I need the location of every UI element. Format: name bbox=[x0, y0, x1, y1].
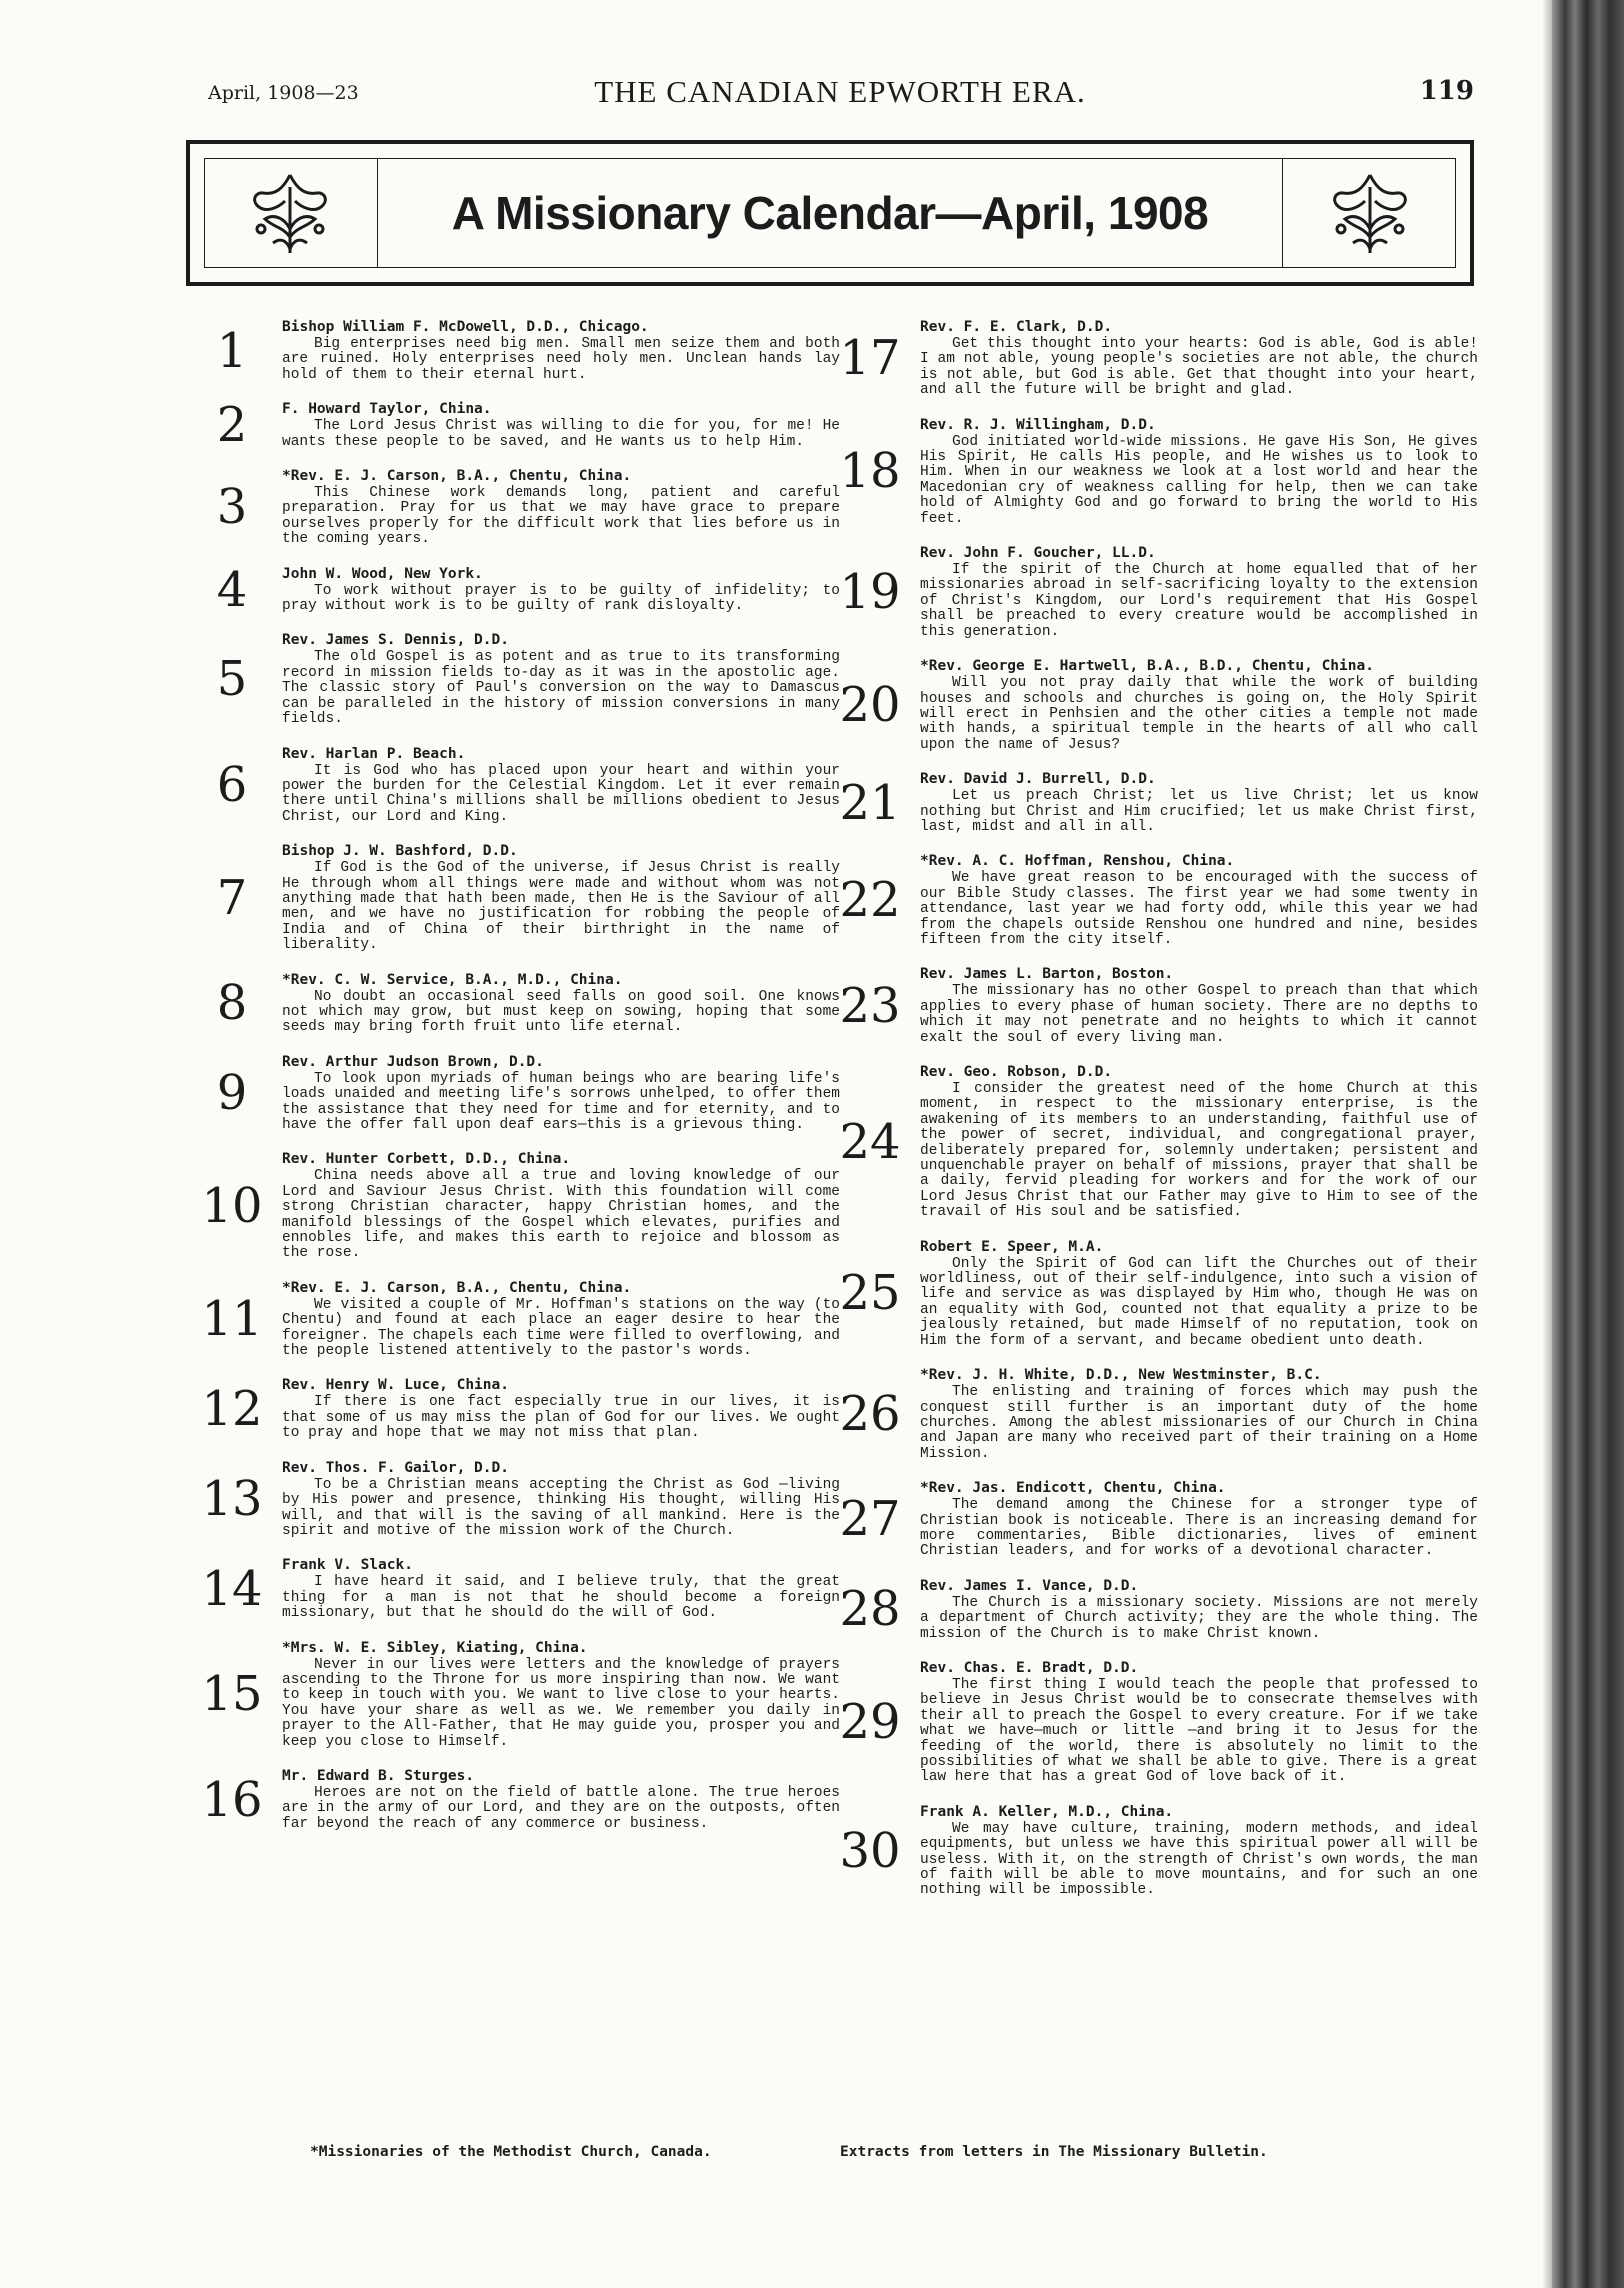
entry-quote: Heroes are not on the field of battle alone. The true heroes are in the army of our Lord, and they are on the outposts, often far beyond the reach of any commerce or business. bbox=[282, 1784, 840, 1832]
day-number: 26 bbox=[839, 1386, 901, 1443]
calendar-entry bbox=[200, 631, 840, 727]
entry-quote: The demand among the Chinese for a stronger type of Christian book is noticeable. There is an increasing demand for more commentaries, Bible dictionaries, lives of eminent Christian leaders, and for works of a devotional character. bbox=[920, 1497, 1478, 1560]
entry-quote: I have heard it said, and I believe truly, that the great thing for a man is not that he should become a foreign missionary, but that he should do the will of God. bbox=[282, 1574, 840, 1622]
calendar-entry bbox=[200, 1279, 840, 1360]
entry-author: *Mrs. W. E. Sibley, Kiating, China. bbox=[282, 1639, 588, 1656]
entry-author: F. Howard Taylor, China. bbox=[282, 401, 492, 418]
day-number: 6 bbox=[216, 756, 248, 813]
calendar-entry bbox=[200, 1639, 840, 1750]
day-number: 10 bbox=[201, 1178, 263, 1235]
day-number: 14 bbox=[201, 1560, 263, 1617]
entry-author: Rev. Hunter Corbett, D.D., China. bbox=[282, 1151, 571, 1168]
calendar-entry bbox=[838, 657, 1478, 753]
entry-quote: Will you not pray daily that while the work of building houses and schools and churches is going on, the Holy Spirit will erect in Penhsien and the other cities a temple not made with hands, a spiritual temple in the hearts of all who call upon the name of Jesus? bbox=[920, 675, 1478, 753]
day-number: 11 bbox=[201, 1291, 263, 1348]
entry-quote: We visited a couple of Mr. Hoffman's stations on the way (to Chentu) and found at each place an eager desire to hear the foreigner. The chapels each time were filled to overflowing, and the people listened attentively to the pastor's words. bbox=[282, 1296, 840, 1360]
running-header bbox=[200, 74, 1480, 114]
calendar-entry bbox=[200, 318, 840, 383]
day-number: 29 bbox=[839, 1694, 901, 1751]
entry-quote: We may have culture, training, modern methods, and ideal equipments, but unless we have this spiritual power all will be useless. With it, on the strength of Christ's own words, the man of faith will be able to move mountains, and for such an one nothing will be impossible. bbox=[920, 1820, 1478, 1899]
entry-author: Rev. James I. Vance, D.D. bbox=[920, 1577, 1139, 1594]
entry-quote: Get this thought into your hearts: God is able, God is able! I am not able, young people's societies are not able, the church is not able, but God is able. Get that thought into your heart, and all the future will be bright and glad. bbox=[920, 336, 1478, 399]
issue-date: April, 1908—23 bbox=[208, 82, 359, 104]
entry-quote: The first thing I would teach the people that professed to believe in Jesus Christ would be to consecrate themselves with their all to preach the Gospel to every creature. For if we take what we have—much or little —and bring it to Jesus for the feeding of the world, there is absolutely no limit to the possibilities of what we shall be able to give. There is a great law here that has a great God of love back of it. bbox=[920, 1676, 1478, 1786]
entry-quote: Let us preach Christ; let us live Christ; let us know nothing but Christ and Him crucified; let us make Christ first, last, midst and all in all. bbox=[920, 788, 1478, 835]
entry-author: Rev. James S. Dennis, D.D. bbox=[282, 632, 509, 649]
entry-author: *Rev. Jas. Endicott, Chentu, China. bbox=[920, 1480, 1226, 1497]
day-number: 8 bbox=[216, 975, 248, 1032]
entry-quote: I consider the greatest need of the home Church at this moment, in respect to the missionary enterprise, is the awakening of its members to an understanding, faithful use of the power of secret, individual, and congregational prayer, deliberately prepared for, solemnly undertaken; persistent and unquenchable prayer on behalf of missions, prayer that shall be a daily, fervid pleading for workers and for the work of our Lord Jesus Christ that our Father may give to Him to see of the travail of His soul and be satisfied. bbox=[920, 1081, 1478, 1221]
entry-quote: To look upon myriads of human beings who are bearing life's loads unaided and meeting life's sorrows unhelped, to offer them the assistance that they need for time and for eternity, and to have the offer fall upon deaf ears—this is a grievous thing. bbox=[282, 1070, 840, 1133]
day-number: 4 bbox=[216, 561, 248, 618]
day-number: 2 bbox=[216, 397, 248, 454]
calendar-entry bbox=[838, 1063, 1478, 1221]
entry-author: *Rev. E. J. Carson, B.A., Chentu, China. bbox=[282, 468, 632, 485]
calendar-entry bbox=[838, 1659, 1478, 1786]
entry-author: Rev. Geo. Robson, D.D. bbox=[920, 1064, 1113, 1080]
calendar-entry bbox=[200, 971, 840, 1036]
entry-quote: Only the Spirit of God can lift the Churches out of their worldliness, out of their self-indulgence, into such a vision of life and service as was displayed by Him who, though He was on an equality with God, counted not that equality a prize to be jealously retained, but made Himself of no reputation, took on Him the form of a servant, and became obedient unto death. bbox=[920, 1255, 1478, 1349]
day-number: 12 bbox=[201, 1381, 263, 1438]
entry-author: Rev. Arthur Judson Brown, D.D. bbox=[282, 1053, 544, 1070]
entry-quote: Big enterprises need big men. Small men seize them and both are ruined. Holy enterprises need holy men. Unclean hands lay hold of them to their eternal hurt. bbox=[282, 336, 840, 383]
day-number: 15 bbox=[201, 1666, 263, 1723]
title-banner bbox=[186, 140, 1474, 286]
day-number: 23 bbox=[839, 977, 901, 1034]
entry-quote: If the spirit of the Church at home equalled that of her missionaries abroad in self-sacrificing loyalty to the extension of Christ's Kingdom, our Lord's requirement that His Gospel shall be preached to every creature would be accomplished in this generation. bbox=[920, 562, 1478, 640]
entry-author: *Rev. C. W. Service, B.A., M.D., China. bbox=[282, 971, 623, 988]
entry-quote: If God is the God of the universe, if Jesus Christ is really He through whom all things were made and without whom was not anything made that hath been made, then He is the Saviour of all men, and we have no justification for robbing the people of India and of China of their birthright in the name of liberality. bbox=[282, 860, 840, 954]
calendar-entry bbox=[200, 561, 840, 618]
day-number: 28 bbox=[839, 1581, 901, 1638]
day-number: 25 bbox=[839, 1265, 901, 1322]
entry-author: Rev. Harlan P. Beach. bbox=[282, 745, 466, 762]
entry-author: *Rev. E. J. Carson, B.A., Chentu, China. bbox=[282, 1279, 632, 1296]
entry-author: *Rev. A. C. Hoffman, Renshou, China. bbox=[920, 853, 1235, 870]
calendar-entry bbox=[200, 397, 840, 454]
calendar-entry bbox=[838, 416, 1478, 527]
entry-quote: The old Gospel is as potent and as true to its transforming record in mission fields to-day as it was in the apostolic age. The classic story of Paul's conversion on the way to Damascus can be paralleled in the history of mission conversions in many fields. bbox=[282, 649, 840, 728]
entry-quote: This Chinese work demands long, patient and careful preparation. Pray for us that we may have grace to prepare ourselves properly for the difficult work that lies before us in the coming years. bbox=[282, 485, 840, 548]
entry-quote: No doubt an occasional seed falls on good soil. One knows not which may grow, but must keep on sowing, hoping that some seeds may bring forth fruit unto life eternal. bbox=[282, 988, 840, 1036]
calendar-entry bbox=[838, 852, 1478, 948]
calendar-entry bbox=[200, 1556, 840, 1621]
entry-author: Bishop William F. McDowell, D.D., Chicago. bbox=[282, 319, 649, 335]
day-number: 27 bbox=[839, 1491, 901, 1548]
calendar-entry bbox=[200, 1053, 840, 1134]
calendar-column-left bbox=[200, 318, 840, 1849]
ornament-left-icon bbox=[245, 167, 335, 261]
calendar-entry bbox=[838, 770, 1478, 835]
calendar-entry bbox=[838, 1479, 1478, 1560]
entry-author: Rev. Thos. F. Gailor, D.D. bbox=[282, 1459, 509, 1476]
calendar-entry bbox=[200, 1376, 840, 1441]
day-number: 7 bbox=[216, 869, 248, 926]
day-number: 16 bbox=[201, 1771, 263, 1828]
entry-author: John W. Wood, New York. bbox=[282, 565, 483, 582]
calendar-column-right bbox=[838, 318, 1478, 1916]
calendar-entry bbox=[838, 544, 1478, 640]
calendar-entry bbox=[838, 965, 1478, 1046]
entry-author: Frank V. Slack. bbox=[282, 1557, 413, 1574]
entry-quote: The Lord Jesus Christ was willing to die for you, for me! He wants these people to be saved, and He wants us to help Him. bbox=[282, 418, 840, 450]
calendar-entry bbox=[838, 1238, 1478, 1349]
footnote-missionaries: *Missionaries of the Methodist Church, Canada. bbox=[310, 2144, 712, 2160]
entry-author: Rev. James L. Barton, Boston. bbox=[920, 966, 1174, 983]
entry-quote: To work without prayer is to be guilty of infidelity; to pray without work is to be guilty of rank disloyalty. bbox=[282, 582, 840, 615]
day-number: 17 bbox=[839, 330, 901, 387]
entry-quote: It is God who has placed upon your heart and within your power the burden for the Celestial Kingdom. Let it ever remain there until China's millions shall be millions obedient to Jesus Christ, our Lord and King. bbox=[282, 762, 840, 825]
page-title: A Missionary Calendar—April, 1908 bbox=[451, 187, 1209, 239]
calendar-entry bbox=[200, 467, 840, 548]
calendar-entry bbox=[838, 318, 1478, 399]
calendar-entry bbox=[838, 1366, 1478, 1462]
entry-author: *Rev. J. H. White, D.D., New Westminster, B.C. bbox=[920, 1367, 1322, 1384]
entry-quote: If there is one fact especially true in our lives, it is that some of us may miss the plan of God for our lives. We ought to pray and hope that we may not miss that plan. bbox=[282, 1394, 840, 1442]
day-number: 24 bbox=[839, 1113, 901, 1170]
calendar-entry bbox=[200, 745, 840, 826]
entry-quote: Never in our lives were letters and the knowledge of prayers ascending to the Throne for us more inspiring than now. We want to keep in touch with you. We want to live close to your hearts. You have your share as well as we. We remember you daily in prayer to the All-Father, that He may guide you, prosper you and keep you close to Himself. bbox=[282, 1656, 840, 1750]
entry-author: Robert E. Speer, M.A. bbox=[920, 1238, 1104, 1255]
day-number: 9 bbox=[216, 1065, 248, 1122]
entry-author: *Rev. George E. Hartwell, B.A., B.D., Chentu, China. bbox=[920, 658, 1374, 675]
entry-quote: We have great reason to be encouraged with the success of our Bible Study classes. The first year we had some twenty in attendance, last year we had forty odd, while this year we had from the chapels outside Renshou one hundred and nine, besides fifteen from the city itself. bbox=[920, 870, 1478, 948]
entry-author: Frank A. Keller, M.D., China. bbox=[920, 1803, 1174, 1820]
entry-author: Rev. Chas. E. Bradt, D.D. bbox=[920, 1659, 1139, 1676]
entry-author: Rev. Henry W. Luce, China. bbox=[282, 1377, 509, 1394]
calendar-entry bbox=[200, 1767, 840, 1832]
day-number: 21 bbox=[839, 774, 901, 831]
day-number: 19 bbox=[839, 564, 901, 621]
day-number: 18 bbox=[839, 443, 901, 500]
calendar-entry bbox=[200, 1150, 840, 1261]
entry-author: Rev. R. J. Willingham, D.D. bbox=[920, 416, 1156, 433]
ornament-right-icon bbox=[1325, 167, 1415, 261]
entry-quote: The enlisting and training of forces which may push the conquest still further is an important duty of the home churches. Among the ablest missionaries of our Church in China and Japan are many who received part of their training on a Home Mission. bbox=[920, 1384, 1478, 1462]
calendar-entry bbox=[838, 1803, 1478, 1899]
day-number: 30 bbox=[839, 1822, 901, 1879]
entry-author: Mr. Edward B. Sturges. bbox=[282, 1767, 475, 1784]
day-number: 13 bbox=[201, 1471, 263, 1527]
book-binding-edge bbox=[1552, 0, 1624, 2288]
entry-author: Rev. John F. Goucher, LL.D. bbox=[920, 545, 1156, 562]
entry-quote: China needs above all a true and loving knowledge of our Lord and Saviour Jesus Christ. With this foundation will come strong Christian character, happy Christian homes, and the manifold blessings of the Gospel which elevates, purifies and ennobles life, and makes this earth to rejoice and blossom as the rose. bbox=[282, 1168, 840, 1262]
entry-quote: God initiated world-wide missions. He gave His Son, He gives His Spirit, He calls His people, and He wishes us to look to Him. When in our weakness we look at a lost world and hear the Macedonian cry of weakness calling for help, then we can take hold of Almighty God and go forward to bring the world to His feet. bbox=[920, 433, 1478, 527]
entry-author: Rev. David J. Burrell, D.D. bbox=[920, 771, 1156, 788]
day-number: 20 bbox=[839, 677, 901, 734]
day-number: 5 bbox=[216, 651, 248, 708]
page-number: 119 bbox=[1419, 76, 1474, 106]
calendar-entry bbox=[200, 1459, 840, 1540]
day-number: 1 bbox=[216, 322, 248, 379]
title-inner-frame bbox=[204, 158, 1456, 268]
calendar-entry bbox=[838, 1577, 1478, 1642]
footnote-source: Extracts from letters in The Missionary Bulletin. bbox=[840, 2144, 1268, 2160]
day-number: 22 bbox=[839, 872, 901, 929]
entry-author: Bishop J. W. Bashford, D.D. bbox=[282, 843, 518, 860]
entry-quote: The missionary has no other Gospel to preach than that which applies to every phase of human society. There are no depths to which it may not penetrate and no heights to which it cannot exalt the soul of every living man. bbox=[920, 983, 1478, 1046]
publication-title: THE CANADIAN EPWORTH ERA. bbox=[594, 74, 1086, 109]
calendar-entry bbox=[200, 842, 840, 953]
entry-quote: To be a Christian means accepting the Christ as God —living by His power and presence, thinking His thought, willing His will, and that will is the saving of all mankind. Here is the spirit and motive of the mission work of the Church. bbox=[282, 1476, 840, 1539]
entry-quote: The Church is a missionary society. Missions are not merely a department of Church activity; they are the whole thing. The mission of the Church is to make Christ known. bbox=[920, 1594, 1478, 1642]
entry-author: Rev. F. E. Clark, D.D. bbox=[920, 319, 1113, 335]
day-number: 3 bbox=[216, 479, 248, 536]
